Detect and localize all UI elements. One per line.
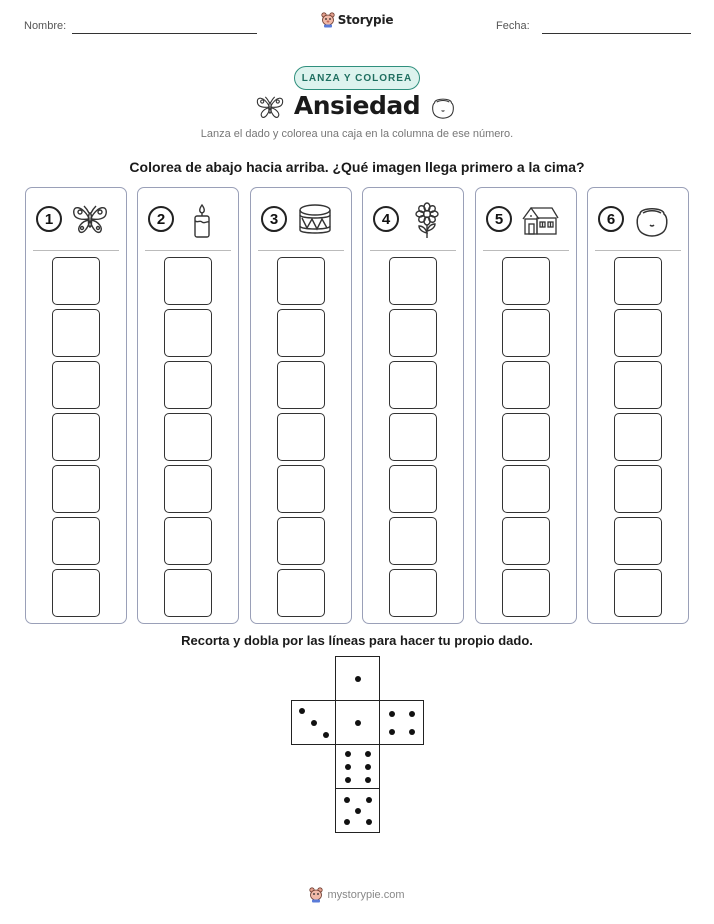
column-number: 3	[261, 206, 287, 232]
color-box[interactable]	[389, 569, 437, 617]
die-pip	[344, 797, 350, 803]
die-pip	[365, 777, 371, 783]
column-header	[138, 188, 238, 250]
color-box[interactable]	[164, 569, 212, 617]
color-box[interactable]	[52, 465, 100, 513]
column-6	[587, 187, 689, 624]
die-pip	[311, 720, 317, 726]
color-box[interactable]	[164, 361, 212, 409]
cut-instruction: Recorta y dobla por las líneas para hacer tu propio dado.	[181, 633, 533, 648]
die-face-1	[335, 700, 380, 745]
house-icon	[520, 201, 560, 239]
column-header	[363, 188, 463, 250]
butterfly-icon	[70, 201, 110, 239]
instruction-text: Colorea de abajo hacia arriba. ¿Qué imagen llega primero a la cima?	[129, 159, 585, 175]
color-box[interactable]	[614, 569, 662, 617]
column-divider	[258, 250, 344, 251]
subtitle: Lanza el dado y colorea una caja en la columna de ese número.	[200, 128, 514, 140]
die-face-1	[335, 656, 380, 701]
candle-icon	[182, 201, 222, 239]
date-label: Fecha:	[496, 20, 530, 32]
die-pip	[365, 764, 371, 770]
die-pip	[355, 676, 361, 682]
column-number: 1	[36, 206, 62, 232]
die-pip	[366, 819, 372, 825]
color-box[interactable]	[614, 465, 662, 513]
color-box[interactable]	[164, 257, 212, 305]
column-header	[26, 188, 126, 250]
column-number: 5	[486, 206, 512, 232]
color-box[interactable]	[277, 361, 325, 409]
column-2	[137, 187, 239, 624]
die-pip	[366, 797, 372, 803]
die-face-5	[335, 788, 380, 833]
name-label: Nombre:	[24, 20, 67, 32]
color-box[interactable]	[52, 257, 100, 305]
column-5	[475, 187, 577, 624]
column-divider	[595, 250, 681, 251]
footer-url: mystorypie.com	[327, 889, 405, 901]
column-divider	[370, 250, 456, 251]
column-number: 4	[373, 206, 399, 232]
die-face-6	[335, 744, 380, 789]
color-box[interactable]	[502, 361, 550, 409]
die-pip	[355, 720, 361, 726]
color-box[interactable]	[614, 413, 662, 461]
color-box[interactable]	[277, 465, 325, 513]
die-pip	[409, 711, 415, 717]
color-box[interactable]	[502, 257, 550, 305]
color-box[interactable]	[389, 465, 437, 513]
color-box[interactable]	[614, 257, 662, 305]
color-box[interactable]	[614, 361, 662, 409]
die-face-4	[379, 700, 424, 745]
color-box[interactable]	[52, 517, 100, 565]
color-box[interactable]	[502, 569, 550, 617]
color-box[interactable]	[52, 361, 100, 409]
color-box[interactable]	[277, 257, 325, 305]
die-pip	[389, 711, 395, 717]
drum-icon	[295, 201, 335, 239]
die-pip	[345, 777, 351, 783]
date-line	[542, 33, 691, 34]
color-box[interactable]	[389, 361, 437, 409]
column-3	[250, 187, 352, 624]
color-box[interactable]	[277, 413, 325, 461]
color-box[interactable]	[164, 517, 212, 565]
column-header	[476, 188, 576, 250]
color-box[interactable]	[502, 465, 550, 513]
face-icon	[429, 93, 457, 121]
color-box[interactable]	[52, 309, 100, 357]
column-divider	[145, 250, 231, 251]
color-box[interactable]	[389, 309, 437, 357]
color-box[interactable]	[164, 413, 212, 461]
brand-logo	[0, 12, 714, 28]
color-box[interactable]	[277, 309, 325, 357]
column-header	[588, 188, 688, 250]
color-box[interactable]	[52, 413, 100, 461]
color-box[interactable]	[277, 569, 325, 617]
column-number: 2	[148, 206, 174, 232]
color-box[interactable]	[164, 309, 212, 357]
color-box[interactable]	[389, 413, 437, 461]
column-divider	[483, 250, 569, 251]
page-title: Ansiedad	[293, 91, 421, 120]
die-pip	[365, 751, 371, 757]
die-pip	[299, 708, 305, 714]
color-box[interactable]	[389, 517, 437, 565]
die-pip	[345, 751, 351, 757]
column-1	[25, 187, 127, 624]
die-face-3	[291, 700, 336, 745]
color-box[interactable]	[614, 309, 662, 357]
die-pip	[355, 808, 361, 814]
color-box[interactable]	[502, 517, 550, 565]
name-line	[72, 33, 257, 34]
column-divider	[33, 250, 119, 251]
die-pip	[323, 732, 329, 738]
face-icon	[632, 201, 672, 239]
butterfly-icon	[254, 93, 286, 121]
color-box[interactable]	[164, 465, 212, 513]
die-pip	[409, 729, 415, 735]
flower-icon	[407, 201, 447, 239]
color-box[interactable]	[614, 517, 662, 565]
color-box[interactable]	[277, 517, 325, 565]
column-4	[362, 187, 464, 624]
brand-name: Storypie	[337, 13, 394, 27]
column-number: 6	[598, 206, 624, 232]
color-box[interactable]	[389, 257, 437, 305]
footer	[0, 887, 714, 903]
die-pip	[345, 764, 351, 770]
color-box[interactable]	[502, 309, 550, 357]
footer-mascot-icon	[309, 887, 323, 903]
activity-badge: LANZA Y COLOREA	[294, 66, 420, 90]
brand-mascot-icon	[321, 12, 335, 28]
column-header	[251, 188, 351, 250]
color-box[interactable]	[502, 413, 550, 461]
die-pip	[389, 729, 395, 735]
die-pip	[344, 819, 350, 825]
color-box[interactable]	[52, 569, 100, 617]
